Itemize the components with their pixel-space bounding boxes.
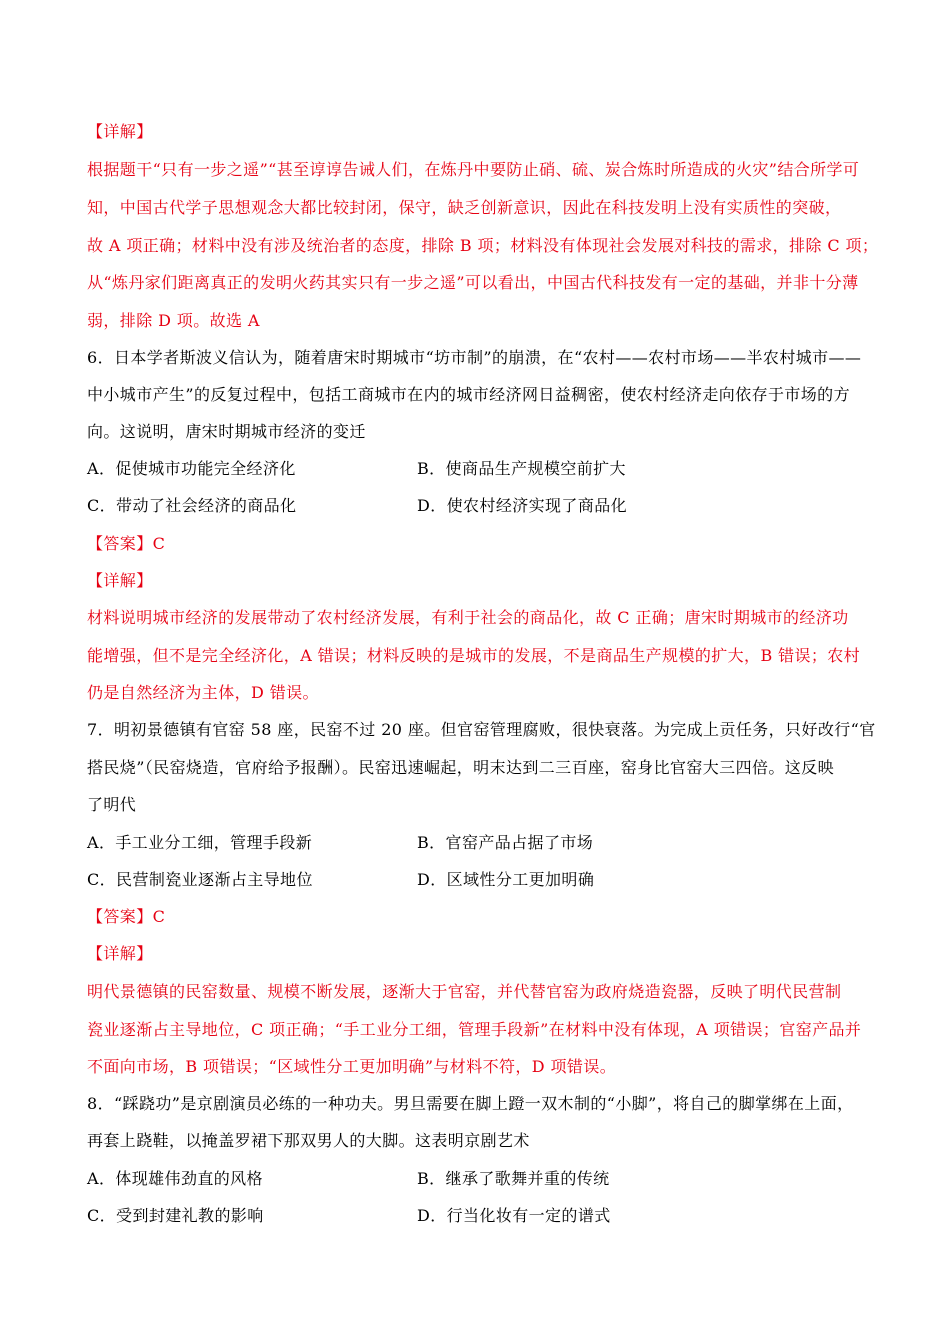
option-a: A．促使城市功能完全经济化 [87, 459, 296, 478]
option-b: B．官窑产品占据了市场 [417, 833, 594, 852]
detail-line: 仍是自然经济为主体，D 错误。 [87, 683, 319, 702]
option-b: B．继承了歌舞并重的传统 [417, 1169, 610, 1188]
option-c: C．带动了社会经济的商品化 [87, 496, 297, 515]
detail-line: 能增强，但不是完全经济化，A 错误；材料反映的是城市的发展，不是商品生产规模的扩大，B 错误；农村 [87, 646, 861, 665]
detail-label: 【详解】 [87, 122, 153, 141]
answer-label: 【答案】C [87, 907, 166, 926]
detail-line: 明代景德镇的民窑数量、规模不断发展，逐渐大于官窑，并代替官窑为政府烧造瓷器，反映了明代民营制 [87, 982, 842, 1001]
question-stem: 再套上跷鞋，以掩盖罗裙下那双男人的大脚。这表明京剧艺术 [87, 1131, 530, 1150]
option-a: A．手工业分工细，管理手段新 [87, 833, 313, 852]
question-stem: 中小城市产生”的反复过程中，包括工商城市在内的城市经济网日益稠密，使农村经济走向依存于市场的方 [87, 385, 850, 404]
question-stem: 了明代 [87, 795, 137, 814]
detail-line: 不面向市场，B 项错误；“区域性分工更加明确”与材料不符，D 项错误。 [87, 1057, 617, 1076]
detail-label: 【详解】 [87, 571, 153, 590]
question-stem: 7．明初景德镇有官窑 58 座，民窑不过 20 座。但官窑管理腐败，很快衰落。为完成上贡任务，只好改行“官 [87, 720, 876, 739]
option-c: C．民营制瓷业逐渐占主导地位 [87, 870, 313, 889]
question-stem: 8．“踩跷功”是京剧演员必练的一种功夫。男旦需要在脚上蹬一双木制的“小脚”，将自己的脚掌绑在上面， [87, 1094, 854, 1113]
detail-line: 瓷业逐渐占主导地位，C 项正确；“手工业分工细，管理手段新”在材料中没有体现，A 项错误；官窑产品并 [87, 1020, 862, 1039]
detail-line: 知，中国古代学子思想观念大都比较封闭，保守，缺乏创新意识，因此在科技发明上没有实质性的突破， [87, 198, 842, 217]
question-stem: 向。这说明，唐宋时期城市经济的变迁 [87, 422, 366, 441]
detail-line: 弱，排除 D 项。故选 A [87, 311, 260, 330]
option-a: A．体现雄伟劲直的风格 [87, 1169, 263, 1188]
detail-line: 材料说明城市经济的发展带动了农村经济发展，有利于社会的商品化，故 C 正确；唐宋时期城市的经济功 [87, 608, 849, 627]
detail-line: 根据题干“只有一步之遥”“甚至谆谆告诫人们，在炼丹中要防止硝、硫、炭合炼时所造成的火灾”结合所学可 [87, 160, 860, 179]
option-b: B．使商品生产规模空前扩大 [417, 459, 626, 478]
question-stem: 搭民烧”（民窑烧造，官府给予报酬）。民窑迅速崛起，明末达到二三百座，窑身比官窑大三四倍。这反映 [87, 758, 834, 777]
option-d: D．区域性分工更加明确 [417, 870, 595, 889]
detail-line: 故 A 项正确；材料中没有涉及统治者的态度，排除 B 项；材料没有体现社会发展对科技的需求，排除 C 项； [87, 236, 879, 255]
detail-line: 从“炼丹家们距离真正的发明火药其实只有一步之遥”可以看出，中国古代科技发有一定的基础，并非十分薄 [87, 273, 859, 292]
detail-label: 【详解】 [87, 944, 153, 963]
question-stem: 6．日本学者斯波义信认为，随着唐宋时期城市“坊市制”的崩溃，在“农村——农村市场——半农村城市—— [87, 348, 862, 367]
option-d: D．使农村经济实现了商品化 [417, 496, 628, 515]
answer-label: 【答案】C [87, 534, 166, 553]
option-d: D．行当化妆有一定的谱式 [417, 1206, 611, 1225]
option-c: C．受到封建礼教的影响 [87, 1206, 264, 1225]
